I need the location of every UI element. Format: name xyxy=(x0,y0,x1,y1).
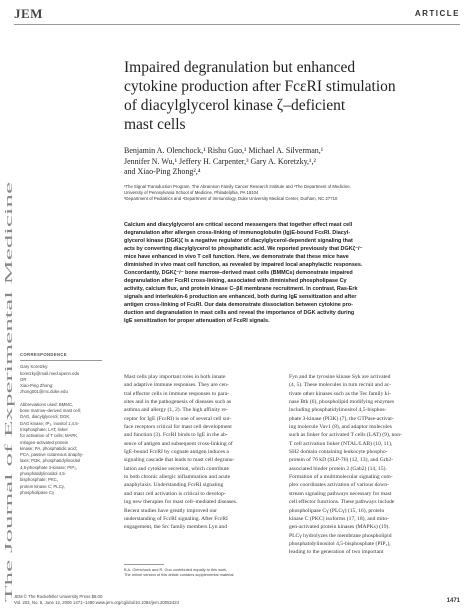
correspondence-line: koretzky@mail.med.upenn.edu xyxy=(20,370,80,376)
author-list xyxy=(124,146,434,178)
journal-side-title-text: The Journal of Experimental Medicine xyxy=(4,439,15,602)
body-line: associated binder protein 2 (Gab2) (14, 15). xyxy=(289,465,387,472)
body-line: IgE-bound FcεRI by cognate antigen induces a xyxy=(124,449,229,456)
abstract-line: diminished in vivo mast cell function, as revealed by impaired local anaphylactic responses. xyxy=(124,262,363,268)
correspondence-heading: CORRESPONDENCE xyxy=(20,352,67,357)
affiliation-line: University of Pennsylvania School of Medicine, Philadelphia, PA 19104 xyxy=(124,190,259,195)
abbreviation-line: PCA, passive cutaneous anaphy- xyxy=(20,452,84,458)
abstract xyxy=(124,221,462,325)
body-line: cell effector functions. These pathways include xyxy=(289,499,395,506)
affiliations xyxy=(124,184,454,202)
body-line: plex coordinates activation of various down- xyxy=(289,482,389,489)
correspondence-sidebar xyxy=(20,352,102,496)
abbreviation-line: bisphosphate; PKC, xyxy=(20,477,58,483)
body-line: asthma and allergy (1, 2). The high affinity re- xyxy=(124,407,228,414)
body-line: phate 3-kinase (PI3K) (7), the GTPase-activat- xyxy=(289,415,394,422)
abstract-line: Calcium and diacylglycerol are critical second messengers that together effect mast cell xyxy=(124,222,353,228)
body-line: engagement, the Src family members Lyn and xyxy=(124,524,227,531)
body-line: kinase C (PKC) isoforms (17, 18), and mito- xyxy=(289,515,389,522)
abstract-line: IgE sensitization for proper attenuation of FcεRI signals. xyxy=(124,318,270,324)
body-line: leading to the generation of two important xyxy=(289,549,384,556)
body-line: signaling cascade that leads to mast cell degranu- xyxy=(124,457,235,464)
body-line: face receptors critical for mast cell development xyxy=(124,424,232,431)
footer-citation xyxy=(14,594,179,606)
abbreviation-line: laxis; PI3K, phosphatidylinositol xyxy=(20,458,81,464)
section-label: ARTICLE xyxy=(414,9,460,18)
abstract-line: mice have enhanced in vivo T cell function. Here, we demonstrate that these mice have xyxy=(124,254,349,260)
citation-line: Vol. 203, No. 6, June 12, 2006 1471–1480 www.jem.org/cgi/doi/10.1084/jem.20052424 xyxy=(14,600,180,605)
body-line: sites and in the pathogenesis of diseases such as xyxy=(124,399,232,406)
body-line: phosphatidylinositol 4,5-bisphosphate (PIP₂), xyxy=(289,540,391,547)
body-line: stream signaling pathways necessary for mast xyxy=(289,490,392,497)
correspondence-line: OR xyxy=(20,376,27,382)
body-line: ing new therapies for mast cell–mediated diseases. xyxy=(124,499,238,506)
body-line: and function (3). FcεRI binds to IgE in the ab- xyxy=(124,432,228,439)
correspondence-rule xyxy=(20,360,102,361)
author-line: and Xiao-Ping Zhong²,⁴ xyxy=(124,167,201,176)
footnotes xyxy=(124,567,284,577)
body-line: tivate other kinases such as the Tec family ki- xyxy=(289,390,392,397)
correspondence-line: zhong001@mc.duke.edu xyxy=(20,389,68,395)
correspondence-line: Xiao-Ping Zhong: xyxy=(20,383,54,389)
abbreviation-line: mitogen-activated protein xyxy=(20,439,69,445)
title-line: Impaired degranulation but enhanced xyxy=(124,59,356,76)
abbreviation-line: for activation of T cells; MAPK, xyxy=(20,433,79,439)
abstract-line: antigen cross-linking of FcεRI. Our data demonstrate dissociation between cytokine pro- xyxy=(124,302,353,308)
abbreviation-line: protein kinase C; PLCγ, xyxy=(20,483,66,489)
abbreviation-line: phosphatidylinositol 4,5- xyxy=(20,471,67,477)
body-column-right xyxy=(289,373,459,557)
body-column-left xyxy=(124,373,294,532)
abstract-line: activity, calcium flux, and protein kinase C–βII membrane recruitment. In contrast, Ras-Erk xyxy=(124,286,358,292)
abstract-line: degranulation after allergen cross-linking of immunoglobulin (Ig)E-bound FcεRI. Diacyl- xyxy=(124,230,351,236)
abbreviation-line: DAG, diacylglycerol; DGK, xyxy=(20,414,71,420)
correspondence-line: Gary Koretzky: xyxy=(20,364,49,370)
body-line: and mast cell activation is critical to develop- xyxy=(124,490,226,497)
body-line: anaphylaxis. Understanding FcεRI signaling xyxy=(124,482,224,489)
body-line: nase Btk (6), phospholipid modifying enzymes xyxy=(289,399,395,406)
abbreviation-line: kinase; PA, phosphatidic acid; xyxy=(20,445,78,451)
author-line: Benjamin A. Olenchock,¹ Rishu Guo,¹ Michael A. Silverman,¹ xyxy=(124,146,324,155)
abbreviation-line: DAG kinase; IP₃, inositol 1,4,5- xyxy=(20,420,80,426)
body-line: Mast cells play important roles in both innate xyxy=(124,374,226,380)
body-line: ceptor for IgE (FcεRI) is one of several cell sur- xyxy=(124,415,232,422)
body-line: understanding of FcεRI signaling. After FcεRI xyxy=(124,515,228,522)
body-line: lation and cytokine secretion, which contribute xyxy=(124,465,230,472)
affiliation-line: ¹The Signal Transduction Program, The Abramson Family Cancer Research Institute and ²The Department of Medicine, xyxy=(124,184,351,189)
page-number: 1471 xyxy=(446,598,460,604)
article-title xyxy=(124,58,454,134)
body-line: SH2 domain containing leukocyte phospho- xyxy=(289,449,388,456)
publisher-line: JEM © The Rockefeller University Press $8.00 xyxy=(14,594,103,599)
body-line: Fyn and the tyrosine kinase Syk are activated xyxy=(289,374,391,380)
title-line: mast cells xyxy=(124,116,186,133)
body-line: (4, 5). These molecules in turn recruit and ac- xyxy=(289,382,392,389)
abbreviation-line: trisphosphate; LAT, linker xyxy=(20,426,68,432)
abbreviation-line: 4,5-phosphate 3-kinase; PIP₂, xyxy=(20,464,78,470)
body-line: such as linker for activated T cells (LAT) (9), non- xyxy=(289,432,402,439)
body-line: including phosphatidylinositol 4,5-bisphos- xyxy=(289,407,387,414)
affiliation-line: ³Department of Pediatrics and ⁴Department of Immunology, Duke University Medical Center, Durham, NC 27710 xyxy=(124,196,338,201)
journal-logo: JEM xyxy=(14,6,43,21)
body-line: Formation of a multimolecular signaling com- xyxy=(289,474,393,481)
title-line: of diacylglycerol kinase ζ–deficient xyxy=(124,97,346,114)
body-line: and adaptive immune responses. They are cen- xyxy=(124,382,229,389)
abbreviation-line: bone marrow–derived mast cell; xyxy=(20,408,81,414)
abbreviation-line: phospholipase Cγ xyxy=(20,489,55,495)
title-line: cytokine production after FcεRI stimulation xyxy=(124,78,396,95)
header-rule xyxy=(14,24,460,25)
abstract-line: duction and degranulation in mast cells and reveal the importance of DGK activity during xyxy=(124,310,355,316)
abstract-line: signals and interleukin-6 production are enhanced, both during IgE sensitization and after xyxy=(124,294,357,300)
body-line: Recent studies have greatly improved our xyxy=(124,507,218,514)
footnote-rule xyxy=(124,564,164,565)
journal-side-title xyxy=(2,172,16,602)
abbreviation-line: Abbreviations used: BMMC, xyxy=(20,401,74,407)
body-line: PLCγ hydrolyzes the membrane phospholipid xyxy=(289,532,392,539)
body-line: phospholipase Cγ (PLCγ) (15, 16), protein xyxy=(289,507,385,514)
author-line: Jennifer N. Wu,¹ Jeffery H. Carpenter,³ Gary A. Koretzky,¹,² xyxy=(124,156,316,166)
footnote-line: The online version of this article contains supplemental material. xyxy=(124,572,235,578)
footnote-line: B.A. Olenchock and R. Guo contributed equally to this work. xyxy=(124,567,228,572)
body-line: to both chronic allergic inflammation and acute xyxy=(124,474,231,481)
body-line: T cell activation linker (NTAL/LAB) (10, 11), xyxy=(289,440,393,447)
body-line: gen-activated protein kinases (MAPKs) (19). xyxy=(289,524,390,531)
body-line: ing molecule Vav1 (8), and adaptor molecules xyxy=(289,424,392,431)
body-line: tral effector cells in immune responses to para- xyxy=(124,390,230,397)
body-line: protein of 76 kD (SLP-76) (12, 13), and Grb2- xyxy=(289,457,394,464)
abstract-line: glycerol kinase (DGK)ζ is a negative regulator of diacylglycerol-dependent signaling that xyxy=(124,238,353,244)
abstract-line: acts by converting diacylglycerol to phosphatidic acid. We reported previously that DGKζ⁻/⁻ xyxy=(124,246,363,252)
abstract-line: Concordantly, DGKζ⁻/⁻ bone marrow–derived mast cells (BMMCs) demonstrate impaired xyxy=(124,270,353,276)
abstract-line: degranulation after FcεRI cross-linking, associated with diminished phospholipase Cγ xyxy=(124,278,347,284)
body-line: sence of antigen and subsequent cross-linking of xyxy=(124,440,233,447)
